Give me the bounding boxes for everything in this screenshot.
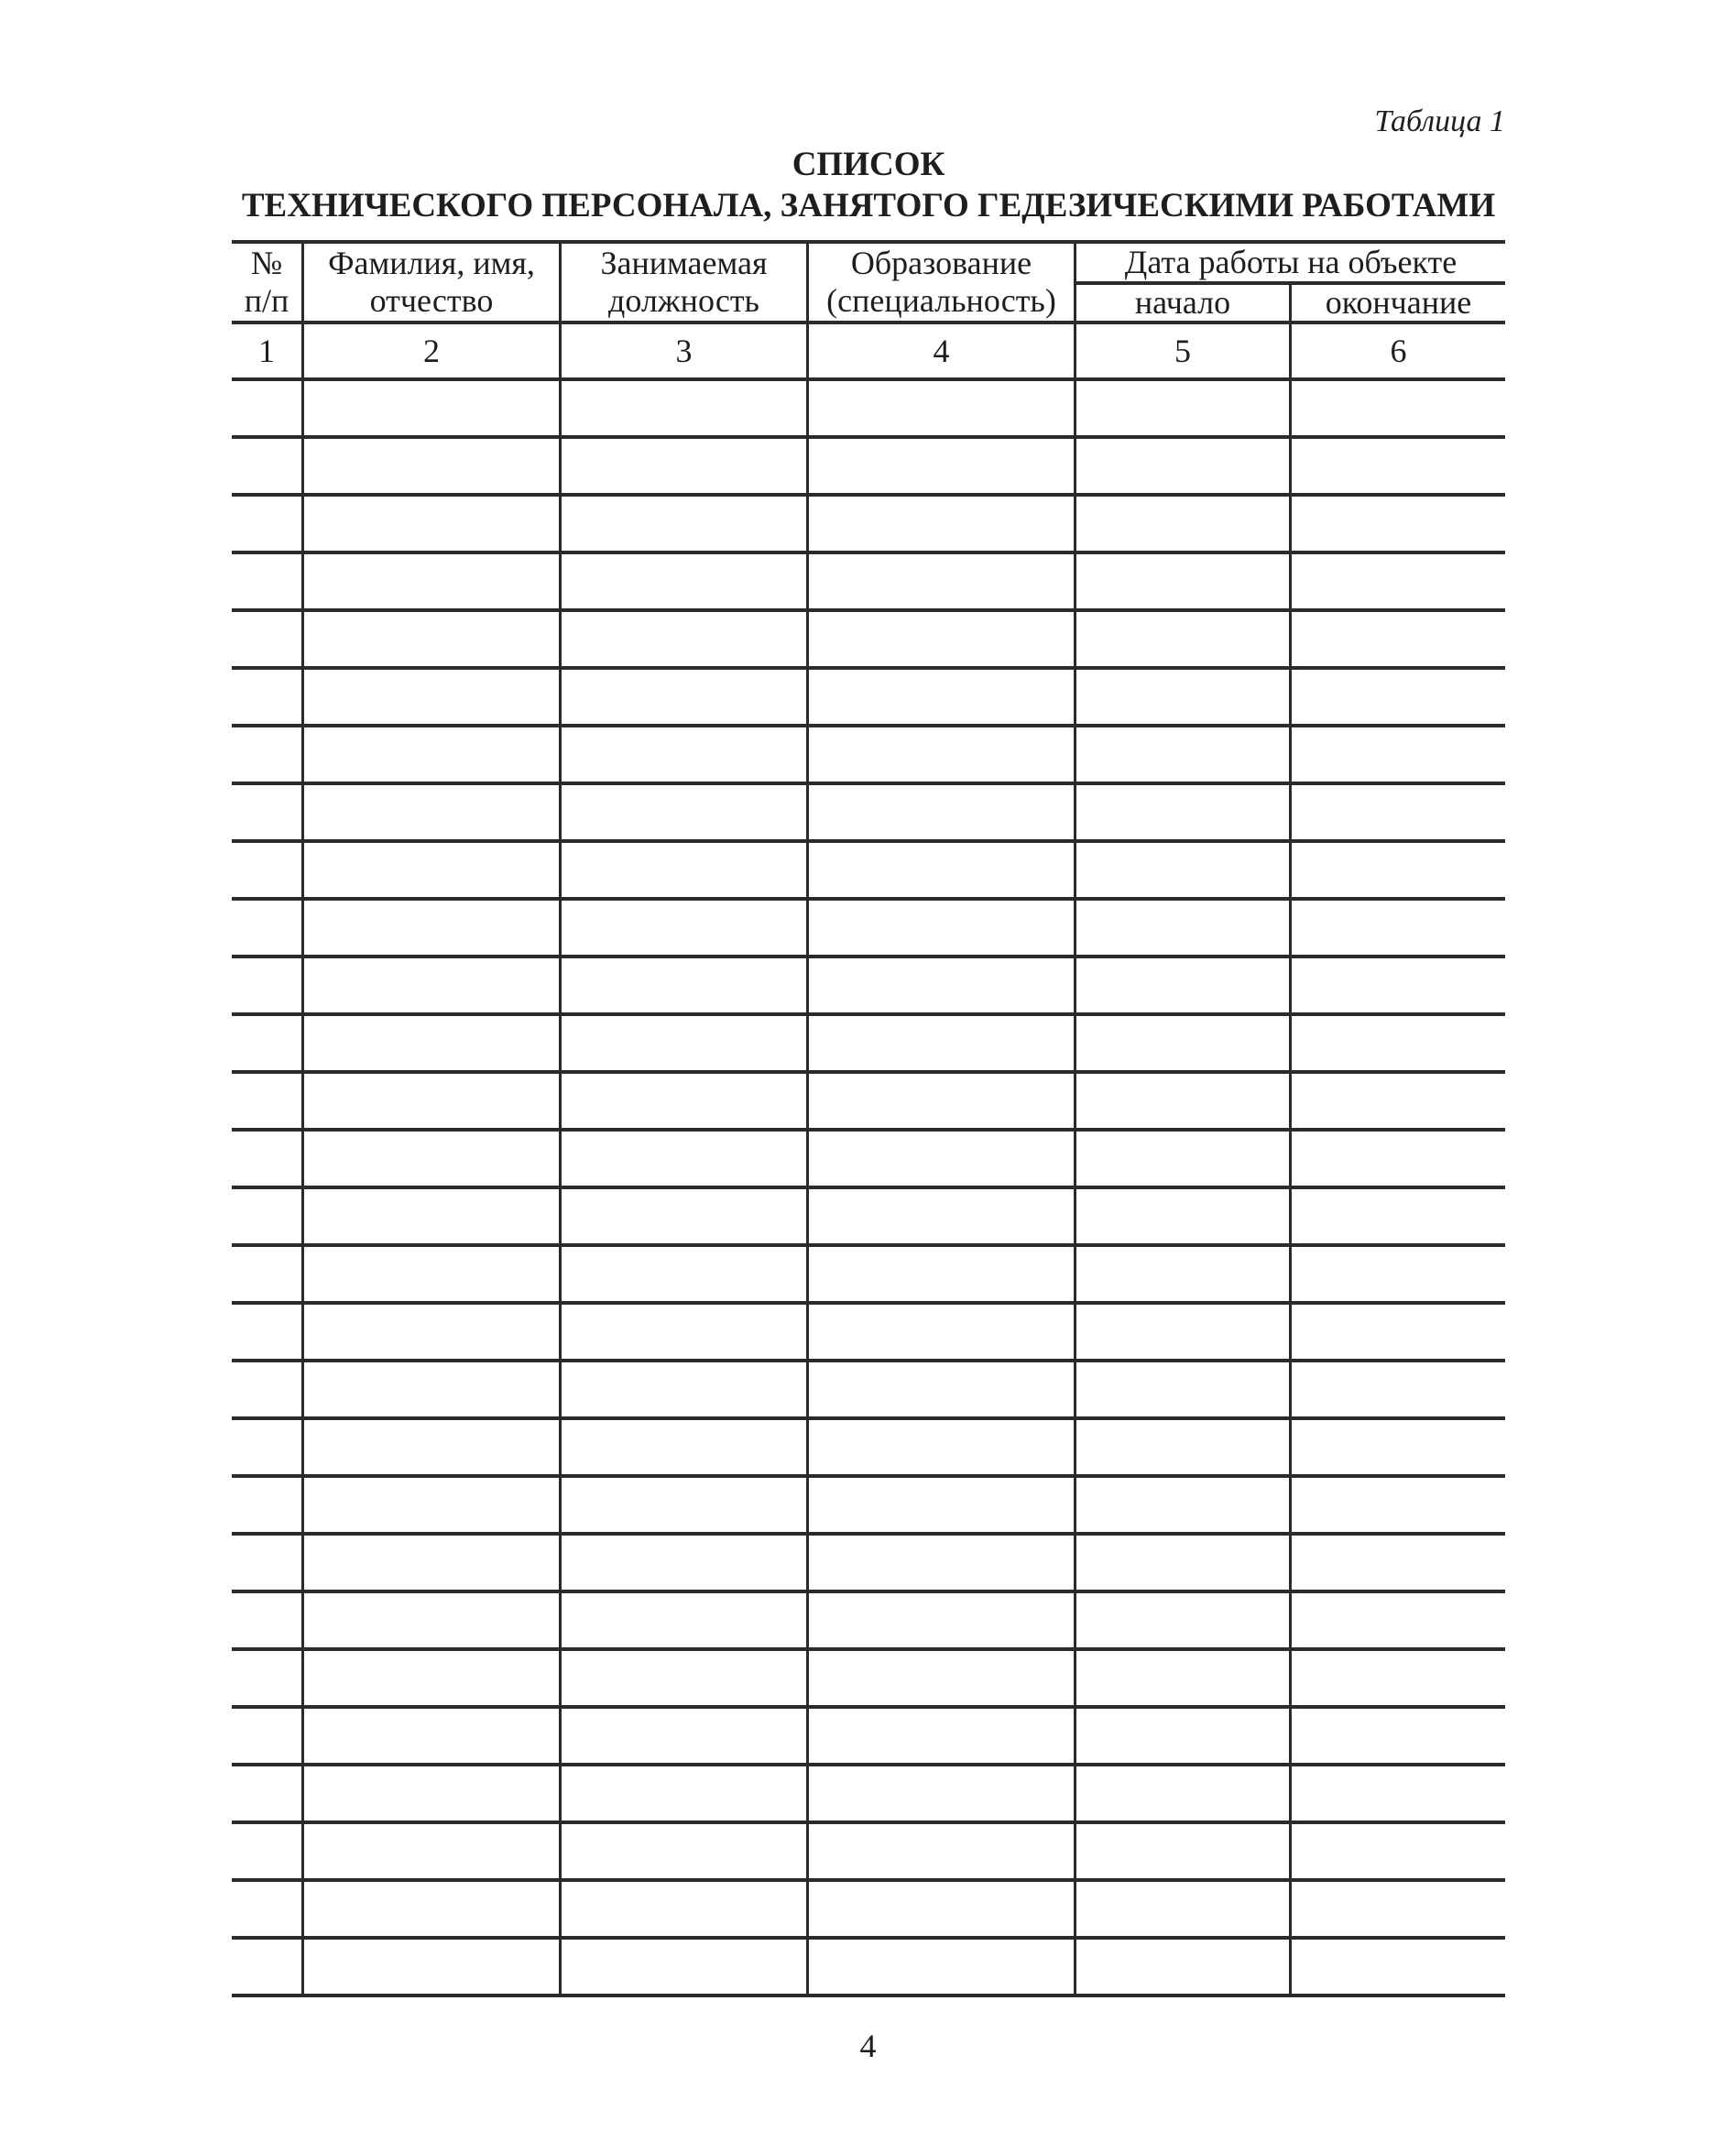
empty-cell xyxy=(1076,554,1292,612)
empty-cell xyxy=(562,1189,809,1247)
header-cell-row-number xyxy=(232,244,304,324)
empty-cell xyxy=(562,1536,809,1593)
empty-cell xyxy=(1292,670,1505,727)
header-cell-dates-group: Дата работы на объекте xyxy=(1076,244,1505,285)
empty-cell xyxy=(304,1478,562,1536)
empty-cell xyxy=(232,1709,304,1766)
empty-cell xyxy=(304,1247,562,1305)
empty-cell xyxy=(304,1420,562,1478)
empty-cell xyxy=(1076,1420,1292,1478)
empty-cell xyxy=(1292,1074,1505,1132)
empty-cell xyxy=(1292,1247,1505,1305)
empty-cell xyxy=(1076,727,1292,785)
table-row xyxy=(232,1247,1505,1305)
empty-cell xyxy=(304,958,562,1016)
empty-cell xyxy=(232,381,304,439)
header-cell-date-start: начало xyxy=(1076,285,1292,324)
column-number-2: 2 xyxy=(304,324,562,381)
empty-cell xyxy=(562,901,809,958)
page-number: 4 xyxy=(859,2028,877,2064)
empty-cell xyxy=(809,727,1076,785)
empty-cell xyxy=(562,1940,809,1997)
empty-cell xyxy=(232,958,304,1016)
empty-cell xyxy=(1076,381,1292,439)
empty-cell xyxy=(304,901,562,958)
header-education-line1: Образование xyxy=(850,245,1032,281)
empty-cell xyxy=(232,1362,304,1420)
empty-cell xyxy=(809,1940,1076,1997)
column-number-row xyxy=(232,324,1505,381)
empty-cell xyxy=(304,1766,562,1824)
empty-cell xyxy=(809,1824,1076,1882)
empty-cell xyxy=(1076,497,1292,554)
empty-cell xyxy=(809,612,1076,670)
empty-cell xyxy=(1292,1766,1505,1824)
empty-cell xyxy=(304,381,562,439)
empty-cell xyxy=(1076,1189,1292,1247)
empty-cell xyxy=(1076,901,1292,958)
empty-cell xyxy=(562,1247,809,1305)
header-row-number-line1: № xyxy=(250,245,283,281)
empty-cell xyxy=(809,1536,1076,1593)
empty-cell xyxy=(1076,1940,1292,1997)
empty-cell xyxy=(1076,958,1292,1016)
empty-cell xyxy=(562,1593,809,1651)
empty-cell xyxy=(232,727,304,785)
header-row-top xyxy=(232,244,1505,285)
empty-cell xyxy=(562,1132,809,1189)
table-row xyxy=(232,612,1505,670)
empty-cell xyxy=(232,1305,304,1362)
empty-cell xyxy=(304,785,562,843)
empty-cell xyxy=(232,612,304,670)
table-row xyxy=(232,439,1505,497)
empty-cell xyxy=(1292,958,1505,1016)
empty-cell xyxy=(304,1593,562,1651)
empty-cell xyxy=(809,1420,1076,1478)
empty-cell xyxy=(809,785,1076,843)
empty-cell xyxy=(809,1305,1076,1362)
empty-cell xyxy=(304,1132,562,1189)
header-full-name-line2: отчество xyxy=(369,282,494,319)
empty-cell xyxy=(1076,1766,1292,1824)
empty-cell xyxy=(1076,1651,1292,1709)
empty-cell xyxy=(809,1651,1076,1709)
header-position-line2: должность xyxy=(608,282,759,319)
personnel-table xyxy=(232,240,1505,1997)
empty-cell xyxy=(562,1651,809,1709)
empty-cell xyxy=(1292,785,1505,843)
table-row xyxy=(232,381,1505,439)
empty-cell xyxy=(304,612,562,670)
table-row xyxy=(232,1016,1505,1074)
table-row xyxy=(232,958,1505,1016)
empty-cell xyxy=(562,1074,809,1132)
empty-cell xyxy=(809,1016,1076,1074)
table-row xyxy=(232,670,1505,727)
empty-cell xyxy=(304,1016,562,1074)
table-row xyxy=(232,901,1505,958)
empty-cell xyxy=(809,1766,1076,1824)
table-row xyxy=(232,1593,1505,1651)
empty-cell xyxy=(562,554,809,612)
table-row xyxy=(232,1305,1505,1362)
empty-cell xyxy=(1292,1478,1505,1536)
empty-cell xyxy=(809,1478,1076,1536)
empty-cell xyxy=(1076,843,1292,901)
empty-cell xyxy=(562,1882,809,1940)
empty-cell xyxy=(809,1593,1076,1651)
empty-cell xyxy=(1292,1536,1505,1593)
empty-cell xyxy=(562,1305,809,1362)
table-row xyxy=(232,1709,1505,1766)
empty-cell xyxy=(809,1074,1076,1132)
empty-cell xyxy=(304,1074,562,1132)
empty-cell xyxy=(1076,1882,1292,1940)
empty-cell xyxy=(809,1709,1076,1766)
empty-cell xyxy=(232,1824,304,1882)
empty-cell xyxy=(562,439,809,497)
empty-cell xyxy=(1292,1593,1505,1651)
empty-cell xyxy=(562,958,809,1016)
empty-cell xyxy=(304,843,562,901)
empty-cell xyxy=(1292,612,1505,670)
title-line-1: СПИСОК xyxy=(792,146,945,183)
empty-cell xyxy=(562,1362,809,1420)
empty-cell xyxy=(304,439,562,497)
empty-cell xyxy=(562,670,809,727)
table-row xyxy=(232,785,1505,843)
table-row xyxy=(232,1940,1505,1997)
empty-cell xyxy=(1076,785,1292,843)
empty-cell xyxy=(232,1940,304,1997)
empty-cell xyxy=(562,1766,809,1824)
empty-cell xyxy=(1292,439,1505,497)
empty-cell xyxy=(1076,1478,1292,1536)
table-row xyxy=(232,1420,1505,1478)
empty-cell xyxy=(809,1247,1076,1305)
empty-cell xyxy=(232,1478,304,1536)
document-title xyxy=(232,144,1505,226)
empty-cell xyxy=(304,1189,562,1247)
empty-cell xyxy=(304,670,562,727)
empty-cell xyxy=(809,554,1076,612)
empty-cell xyxy=(232,1766,304,1824)
empty-cell xyxy=(1076,1016,1292,1074)
empty-cell xyxy=(1292,1940,1505,1997)
column-number-4: 4 xyxy=(809,324,1076,381)
empty-cell xyxy=(232,1132,304,1189)
empty-cell xyxy=(1076,670,1292,727)
empty-cell xyxy=(232,670,304,727)
column-number-3: 3 xyxy=(562,324,809,381)
empty-cell xyxy=(304,727,562,785)
table-row xyxy=(232,554,1505,612)
header-cell-position xyxy=(562,244,809,324)
empty-cell xyxy=(809,497,1076,554)
empty-cell xyxy=(562,612,809,670)
table-row xyxy=(232,1189,1505,1247)
empty-cell xyxy=(562,785,809,843)
empty-cell xyxy=(562,1709,809,1766)
empty-cell xyxy=(1076,439,1292,497)
header-position-line1: Занимаемая xyxy=(600,245,768,281)
empty-cell xyxy=(562,1016,809,1074)
empty-cell xyxy=(1292,1420,1505,1478)
column-number-1: 1 xyxy=(232,324,304,381)
empty-cell xyxy=(232,1593,304,1651)
empty-cell xyxy=(809,1189,1076,1247)
column-number-5: 5 xyxy=(1076,324,1292,381)
empty-cell xyxy=(1292,1824,1505,1882)
title-line-2: ТЕХНИЧЕСКОГО ПЕРСОНАЛА, ЗАНЯТОГО ГЕДЕЗИЧЕСКИМИ РАБОТАМИ xyxy=(241,187,1496,224)
empty-cell xyxy=(1292,1651,1505,1709)
empty-cell xyxy=(304,497,562,554)
table-row xyxy=(232,497,1505,554)
empty-cell xyxy=(232,901,304,958)
empty-cell xyxy=(1076,1593,1292,1651)
header-full-name-line1: Фамилия, имя, xyxy=(328,245,535,281)
empty-cell xyxy=(809,843,1076,901)
empty-cell xyxy=(304,1709,562,1766)
empty-cell xyxy=(1076,1536,1292,1593)
table-row xyxy=(232,1766,1505,1824)
empty-cell xyxy=(232,1016,304,1074)
empty-cell xyxy=(1076,1132,1292,1189)
table-caption: Таблица 1 xyxy=(1374,104,1505,138)
empty-cell xyxy=(232,1882,304,1940)
header-cell-full-name xyxy=(304,244,562,324)
table-row xyxy=(232,1651,1505,1709)
empty-cell xyxy=(304,1536,562,1593)
empty-cell xyxy=(232,1536,304,1593)
empty-cell xyxy=(562,1420,809,1478)
empty-cell xyxy=(1292,1362,1505,1420)
empty-cell xyxy=(1292,843,1505,901)
empty-cell xyxy=(1292,901,1505,958)
empty-cell xyxy=(809,901,1076,958)
empty-cell xyxy=(232,554,304,612)
empty-cell xyxy=(304,1305,562,1362)
empty-cell xyxy=(232,1420,304,1478)
empty-cell xyxy=(304,1940,562,1997)
empty-cell xyxy=(1076,1824,1292,1882)
empty-cell xyxy=(1076,1362,1292,1420)
empty-cell xyxy=(232,439,304,497)
empty-cell xyxy=(562,497,809,554)
empty-cell xyxy=(809,1132,1076,1189)
empty-cell xyxy=(232,785,304,843)
empty-cell xyxy=(232,843,304,901)
table-row xyxy=(232,1132,1505,1189)
empty-cell xyxy=(1292,1189,1505,1247)
empty-cell xyxy=(562,1478,809,1536)
empty-cell xyxy=(1076,1074,1292,1132)
empty-cell xyxy=(809,439,1076,497)
table-row xyxy=(232,843,1505,901)
empty-cell xyxy=(304,1824,562,1882)
empty-cell xyxy=(1292,554,1505,612)
table-header xyxy=(232,244,1505,381)
table-row xyxy=(232,727,1505,785)
column-number-6: 6 xyxy=(1292,324,1505,381)
empty-cell xyxy=(1292,1709,1505,1766)
empty-cell xyxy=(1292,1305,1505,1362)
empty-cell xyxy=(1076,1305,1292,1362)
empty-cell xyxy=(232,497,304,554)
empty-cell xyxy=(304,554,562,612)
empty-cell xyxy=(562,381,809,439)
empty-cell xyxy=(1076,612,1292,670)
empty-cell xyxy=(232,1189,304,1247)
table-row xyxy=(232,1362,1505,1420)
table-body xyxy=(232,381,1505,1997)
empty-cell xyxy=(232,1651,304,1709)
empty-cell xyxy=(809,1882,1076,1940)
empty-cell xyxy=(562,1824,809,1882)
empty-cell xyxy=(1292,1016,1505,1074)
table-row xyxy=(232,1478,1505,1536)
empty-cell xyxy=(304,1362,562,1420)
empty-cell xyxy=(809,670,1076,727)
header-cell-date-end: окончание xyxy=(1292,285,1505,324)
header-cell-education xyxy=(809,244,1076,324)
table-row xyxy=(232,1882,1505,1940)
empty-cell xyxy=(1292,1882,1505,1940)
empty-cell xyxy=(809,958,1076,1016)
empty-cell xyxy=(562,727,809,785)
table-row xyxy=(232,1536,1505,1593)
empty-cell xyxy=(304,1882,562,1940)
table-row xyxy=(232,1824,1505,1882)
empty-cell xyxy=(809,1362,1076,1420)
empty-cell xyxy=(304,1651,562,1709)
header-row-number-line2: п/п xyxy=(244,282,289,319)
empty-cell xyxy=(809,381,1076,439)
empty-cell xyxy=(1076,1709,1292,1766)
empty-cell xyxy=(1292,1132,1505,1189)
empty-cell xyxy=(232,1247,304,1305)
empty-cell xyxy=(1292,381,1505,439)
empty-cell xyxy=(562,843,809,901)
header-education-line2: (специальность) xyxy=(826,282,1056,319)
empty-cell xyxy=(1292,727,1505,785)
empty-cell xyxy=(1292,497,1505,554)
empty-cell xyxy=(232,1074,304,1132)
table-row xyxy=(232,1074,1505,1132)
empty-cell xyxy=(1076,1247,1292,1305)
